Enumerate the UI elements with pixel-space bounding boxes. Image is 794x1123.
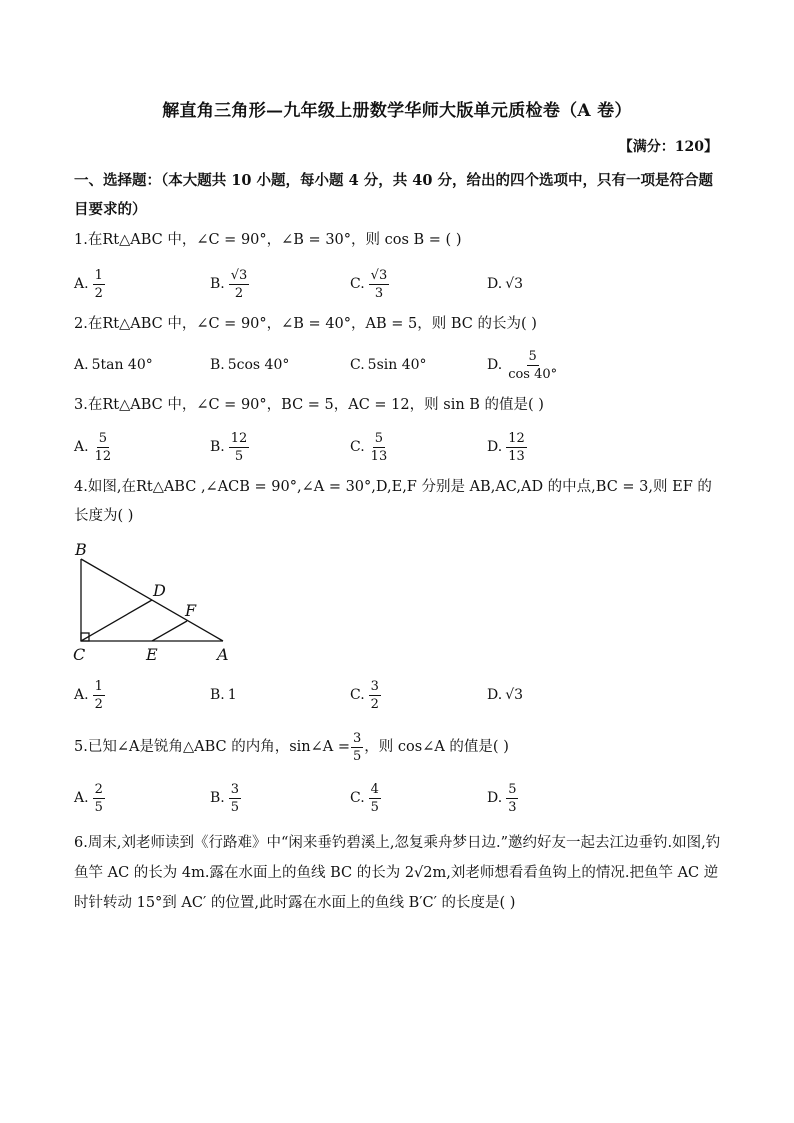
option-b[interactable]: B. $\frac{√3}{2}$ [210, 267, 248, 301]
fraction: $\frac{3}{5}$ [230, 781, 240, 815]
option-a[interactable]: A. $\frac{2}{5}$ [74, 781, 103, 815]
fraction: $\frac{1}{2}$ [94, 678, 103, 712]
option-d[interactable]: D. √3 [487, 276, 524, 292]
question-1-options [74, 263, 724, 305]
option-c[interactable]: C. $\frac{5}{13}$ [350, 430, 388, 464]
fraction: $\frac{5}{13}$ [370, 430, 388, 464]
question-1-stem: 1.在Rt△ABC 中，∠C = 90°，∠B = 30°，则 cos B = ( ) [74, 232, 462, 248]
option-c[interactable]: C. $\frac{√3}{3}$ [350, 267, 388, 301]
segment-ef [152, 621, 187, 641]
question-3-options [74, 426, 724, 468]
page-title: 解直角三角形—九年级上册数学华师大版单元质检卷（A 卷） [162, 101, 632, 121]
triangle-figure [66, 537, 246, 667]
option-b[interactable]: B. $\frac{3}{5}$ [210, 781, 240, 815]
option-d[interactable]: D. $\frac{5}{\cos 40^\circ}$ [487, 348, 558, 382]
fraction: $\frac{3}{2}$ [370, 678, 379, 712]
fraction: $\frac{2}{5}$ [94, 781, 103, 815]
option-d[interactable]: D. $\frac{5}{3}$ [487, 781, 517, 815]
question-2-stem: 2.在Rt△ABC 中，∠C = 90°，∠B = 40°，AB = 5，则 BC 的长为( ) [74, 316, 537, 332]
question-3-stem: 3.在Rt△ABC 中，∠C = 90°，BC = 5，AC = 12，则 sin B 的值是( ) [74, 397, 544, 413]
fraction: $\frac{12}{5}$ [230, 430, 248, 464]
section-heading: 一、选择题：（本大题共 10 小题，每小题 4 分，共 40 分，给出的四个选项中，只有一项是符合题目要求的） [74, 172, 713, 218]
option-d[interactable]: D. √3 [487, 687, 524, 703]
segment-cd [81, 600, 152, 641]
option-d[interactable]: D. $\frac{12}{13}$ [487, 430, 525, 464]
question-5-stem: 5.已知∠A是锐角△ABC 的内角，sin∠A = $\frac{3}{5}$ ，则 cos∠A 的值是( ) [74, 730, 509, 764]
option-c[interactable]: C. 5sin 40° [350, 357, 427, 373]
label-c: C [73, 645, 86, 664]
option-a[interactable]: A. $\frac{5}{12}$ [74, 430, 112, 464]
fraction: $\frac{4}{5}$ [370, 781, 379, 815]
question-6-stem: 6.周末,刘老师读到《行路难》中“闲来垂钓碧溪上,忽复乘舟梦日边.”邀约好友一起去江边垂钓.如图,钓鱼竿 AC 的长为 4m.露在水面上的鱼线 BC 的长为 2√2m,刘老师想看看鱼钩上的情况.把鱼竿 AC 逆时针转动 15°到 AC′ 的位置,此时露在水面上的鱼线 B′C′ 的长度是( ) [74, 835, 721, 911]
fraction: $\frac{5}{12}$ [94, 430, 112, 464]
fraction: $\frac{5}{\cos 40^\circ}$ [508, 348, 558, 382]
option-a[interactable]: A. $\frac{1}{2}$ [74, 678, 103, 712]
fraction: $\frac{1}{2}$ [94, 267, 103, 301]
question-2-options [74, 344, 724, 386]
fraction: $\frac{12}{13}$ [508, 430, 525, 464]
label-e: E [146, 645, 158, 664]
label-f: F [185, 601, 197, 620]
fraction: $\frac{3}{5}$ [353, 730, 362, 764]
fraction: $\frac{5}{3}$ [508, 781, 517, 815]
label-d: D [153, 581, 166, 600]
option-c[interactable]: C. $\frac{3}{2}$ [350, 678, 379, 712]
label-b: B [75, 540, 87, 559]
option-b[interactable]: B. $\frac{12}{5}$ [210, 430, 248, 464]
option-a[interactable]: A. $\frac{1}{2}$ [74, 267, 103, 301]
option-b[interactable]: B. 1 [210, 687, 237, 703]
question-4-options [74, 674, 724, 716]
question-4-stem: 4.如图,在Rt△ABC ,∠ACB = 90°,∠A = 30°,D,E,F 分别是 AB,AC,AD 的中点,BC = 3,则 EF 的长度为( ) [74, 479, 712, 524]
fraction: $\frac{√3}{2}$ [230, 267, 248, 301]
option-c[interactable]: C. $\frac{4}{5}$ [350, 781, 379, 815]
option-b[interactable]: B. 5cos 40° [210, 357, 290, 373]
label-a: A [217, 645, 229, 664]
full-score-label: 【满分：120】 [618, 139, 718, 155]
fraction: $\frac{√3}{3}$ [370, 267, 388, 301]
option-a[interactable]: A. 5tan 40° [74, 357, 153, 373]
question-5-options [74, 777, 724, 819]
